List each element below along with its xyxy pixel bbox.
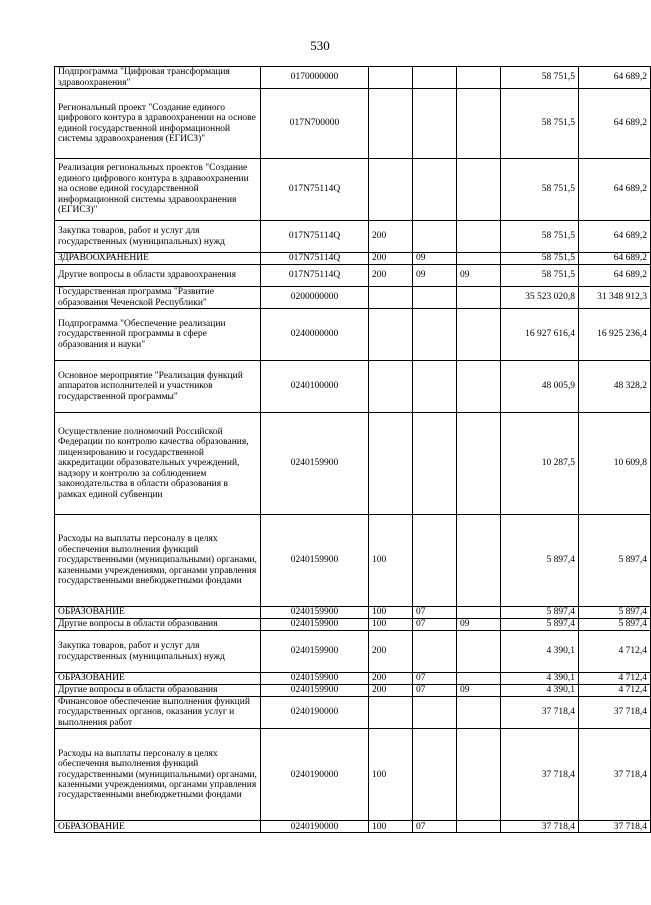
table-row (55, 515, 651, 607)
cell-v1: 58 751,5 (501, 265, 579, 287)
table-row (55, 619, 651, 631)
cell-vr (369, 413, 413, 515)
cell-vr (369, 89, 413, 159)
table-row (55, 253, 651, 265)
cell-rz: 07 (413, 619, 457, 631)
cell-vr: 100 (369, 821, 413, 833)
cell-v1: 58 751,5 (501, 221, 579, 253)
cell-pr (457, 607, 501, 619)
cell-rz (413, 67, 457, 89)
cell-pr (457, 253, 501, 265)
cell-rz: 09 (413, 265, 457, 287)
cell-v2: 5 897,4 (579, 607, 651, 619)
cell-v2: 37 718,4 (579, 697, 651, 729)
cell-vr: 200 (369, 253, 413, 265)
cell-code: 0200000000 (261, 287, 369, 309)
cell-name: Расходы на выплаты персоналу в целях обеспечения выполнения функций государственными (муниципальными) органами, казенными учреждениями, органами управления государственными внебюджетными фондами (55, 729, 261, 821)
cell-rz (413, 729, 457, 821)
cell-rz: 09 (413, 253, 457, 265)
cell-rz (413, 287, 457, 309)
cell-code: 0240190000 (261, 729, 369, 821)
cell-pr: 09 (457, 619, 501, 631)
cell-name: Закупка товаров, работ и услуг для государственных (муниципальных) нужд (55, 221, 261, 253)
cell-code: 0240159900 (261, 515, 369, 607)
cell-v1: 4 390,1 (501, 673, 579, 685)
cell-v1: 5 897,4 (501, 515, 579, 607)
cell-pr (457, 515, 501, 607)
table-row (55, 221, 651, 253)
cell-name: Расходы на выплаты персоналу в целях обеспечения выполнения функций государственными (муниципальными) органами, казенными учреждениями, органами управления государственными внебюджетными фондами (55, 515, 261, 607)
cell-name: ОБРАЗОВАНИЕ (55, 607, 261, 619)
cell-code: 017N700000 (261, 89, 369, 159)
cell-name: Региональный проект "Создание единого цифрового контура в здравоохранении на основе единой государственной информационной системы здравоохранения (ЕГИСЗ)" (55, 89, 261, 159)
cell-vr: 200 (369, 265, 413, 287)
cell-vr (369, 287, 413, 309)
table-row (55, 413, 651, 515)
cell-pr (457, 159, 501, 221)
table-row (55, 287, 651, 309)
cell-rz: 07 (413, 607, 457, 619)
cell-pr (457, 287, 501, 309)
cell-v1: 5 897,4 (501, 607, 579, 619)
cell-code: 017N75114Q (261, 253, 369, 265)
cell-code: 0170000000 (261, 67, 369, 89)
cell-pr: 09 (457, 685, 501, 697)
cell-v1: 37 718,4 (501, 729, 579, 821)
cell-pr (457, 361, 501, 413)
cell-code: 017N75114Q (261, 221, 369, 253)
cell-pr (457, 697, 501, 729)
cell-v1: 58 751,5 (501, 89, 579, 159)
cell-code: 0240159900 (261, 631, 369, 673)
cell-vr: 200 (369, 673, 413, 685)
cell-v2: 64 689,2 (579, 221, 651, 253)
cell-v2: 64 689,2 (579, 265, 651, 287)
cell-name: Другие вопросы в области образования (55, 619, 261, 631)
table-row (55, 697, 651, 729)
table-row (55, 631, 651, 673)
cell-v1: 5 897,4 (501, 619, 579, 631)
cell-vr: 100 (369, 619, 413, 631)
cell-name: Другие вопросы в области образования (55, 685, 261, 697)
cell-pr (457, 631, 501, 673)
table-row (55, 159, 651, 221)
cell-v1: 58 751,5 (501, 159, 579, 221)
cell-v2: 4 712,4 (579, 673, 651, 685)
cell-pr (457, 673, 501, 685)
cell-v1: 16 927 616,4 (501, 309, 579, 361)
cell-pr (457, 309, 501, 361)
cell-vr: 200 (369, 631, 413, 673)
cell-v1: 37 718,4 (501, 697, 579, 729)
cell-code: 017N75114Q (261, 159, 369, 221)
cell-vr (369, 697, 413, 729)
cell-code: 0240000000 (261, 309, 369, 361)
cell-vr: 100 (369, 607, 413, 619)
table-row (55, 673, 651, 685)
cell-code: 0240190000 (261, 821, 369, 833)
cell-rz: 07 (413, 685, 457, 697)
cell-v1: 35 523 020,8 (501, 287, 579, 309)
cell-rz: 07 (413, 673, 457, 685)
cell-v2: 48 328,2 (579, 361, 651, 413)
cell-v2: 10 609,8 (579, 413, 651, 515)
cell-rz (413, 221, 457, 253)
table-row (55, 89, 651, 159)
cell-v2: 37 718,4 (579, 729, 651, 821)
cell-pr (457, 413, 501, 515)
cell-name: Подпрограмма "Цифровая трансформация здравоохранения" (55, 67, 261, 89)
cell-rz (413, 697, 457, 729)
cell-v1: 58 751,5 (501, 67, 579, 89)
table-row (55, 729, 651, 821)
cell-v1: 37 718,4 (501, 821, 579, 833)
cell-v2: 64 689,2 (579, 67, 651, 89)
cell-pr (457, 821, 501, 833)
cell-name: Реализация региональных проектов "Создание единого цифрового контура в здравоохранении на основе единой государственной информационной системы здравоохранения (ЕГИСЗ)" (55, 159, 261, 221)
cell-v2: 64 689,2 (579, 253, 651, 265)
cell-v2: 37 718,4 (579, 821, 651, 833)
cell-v1: 48 005,9 (501, 361, 579, 413)
cell-rz (413, 89, 457, 159)
cell-v2: 16 925 236,4 (579, 309, 651, 361)
cell-name: Финансовое обеспечение выполнения функций государственных органов, оказания услуг и выполнения работ (55, 697, 261, 729)
table-row (55, 309, 651, 361)
cell-vr: 100 (369, 729, 413, 821)
cell-name: Основное мероприятие "Реализация функций аппаратов исполнителей и участников государственной программы" (55, 361, 261, 413)
cell-rz (413, 159, 457, 221)
cell-v2: 31 348 912,3 (579, 287, 651, 309)
cell-rz (413, 515, 457, 607)
cell-code: 0240159900 (261, 607, 369, 619)
table-row (55, 685, 651, 697)
cell-vr (369, 159, 413, 221)
page-number: 530 (310, 38, 330, 53)
table-row (55, 67, 651, 89)
cell-name: Подпрограмма "Обеспечение реализации государственной программы в сфере образования и науки" (55, 309, 261, 361)
cell-v2: 4 712,4 (579, 631, 651, 673)
table-row (55, 265, 651, 287)
cell-code: 0240100000 (261, 361, 369, 413)
cell-vr (369, 67, 413, 89)
cell-code: 0240159900 (261, 619, 369, 631)
cell-name: Государственная программа "Развитие образования Чеченской Республики" (55, 287, 261, 309)
cell-code: 0240159900 (261, 673, 369, 685)
cell-v2: 64 689,2 (579, 159, 651, 221)
cell-rz (413, 309, 457, 361)
cell-vr (369, 361, 413, 413)
cell-vr: 200 (369, 221, 413, 253)
cell-v2: 4 712,4 (579, 685, 651, 697)
cell-vr: 200 (369, 685, 413, 697)
cell-pr (457, 89, 501, 159)
cell-vr (369, 309, 413, 361)
cell-rz (413, 413, 457, 515)
cell-v1: 58 751,5 (501, 253, 579, 265)
cell-name: Осуществление полномочий Российской Федерации по контролю качества образования, лицензированию и государственной аккредитации образовательных учреждений, надзору и контролю за соблюдением законодательства в области образования в рамках единой субвенции (55, 413, 261, 515)
cell-v2: 5 897,4 (579, 515, 651, 607)
cell-rz (413, 361, 457, 413)
cell-v2: 64 689,2 (579, 89, 651, 159)
table-row (55, 361, 651, 413)
budget-table (54, 66, 651, 833)
cell-pr (457, 221, 501, 253)
cell-code: 017N75114Q (261, 265, 369, 287)
cell-v1: 10 287,5 (501, 413, 579, 515)
cell-name: Другие вопросы в области здравоохранения (55, 265, 261, 287)
cell-code: 0240159900 (261, 413, 369, 515)
cell-name: ОБРАЗОВАНИЕ (55, 821, 261, 833)
cell-pr (457, 729, 501, 821)
table-row (55, 607, 651, 619)
cell-vr: 100 (369, 515, 413, 607)
cell-v1: 4 390,1 (501, 685, 579, 697)
cell-rz (413, 631, 457, 673)
cell-rz: 07 (413, 821, 457, 833)
cell-name: ОБРАЗОВАНИЕ (55, 673, 261, 685)
cell-v1: 4 390,1 (501, 631, 579, 673)
cell-name: Закупка товаров, работ и услуг для государственных (муниципальных) нужд (55, 631, 261, 673)
cell-code: 0240190000 (261, 697, 369, 729)
budget-table-body (55, 67, 651, 833)
cell-name: ЗДРАВООХРАНЕНИЕ (55, 253, 261, 265)
cell-code: 0240159900 (261, 685, 369, 697)
cell-v2: 5 897,4 (579, 619, 651, 631)
cell-pr: 09 (457, 265, 501, 287)
table-row (55, 821, 651, 833)
cell-pr (457, 67, 501, 89)
